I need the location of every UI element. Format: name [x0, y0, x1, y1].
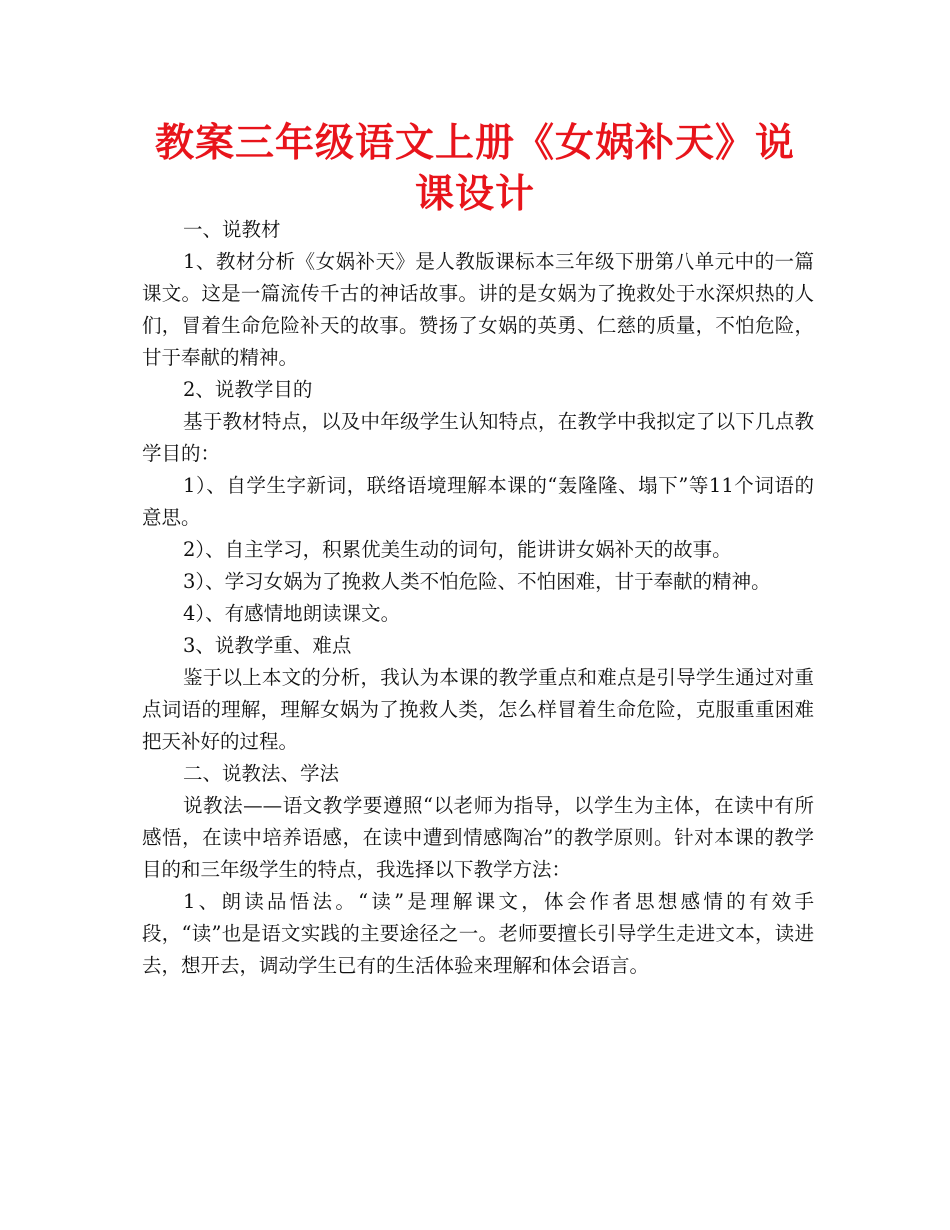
paragraph-reading-method: 1、朗读品悟法。“读”是理解课文，体会作者思想感情的有效手段，“读”也是语文实践的主要途径之一。老师要擅长引导学生走进文本，读进去，想开去，调动学生已有的生活体验来理解和体会语言。: [142, 890, 814, 977]
paragraph-goals-intro: 基于教材特点，以及中年级学生认知特点，在教学中我拟定了以下几点教学目的：: [142, 410, 814, 465]
paragraph-key-points: 鉴于以上本文的分析，我认为本课的教学重点和难点是引导学生通过对重点词语的理解，理解女娲为了挽救人类，怎么样冒着生命危险，克服重重困难把天补好的过程。: [142, 666, 814, 753]
goal-item-1: 1）、自学生字新词，联络语境理解本课的“轰隆隆、塌下”等11个词语的意思。: [142, 474, 814, 529]
paragraph-teaching-method: 说教法——语文教学要遵照“以老师为指导，以学生为主体，在读中有所感悟，在读中培养语感，在读中遭到情感陶冶”的教学原则。针对本课的教学目的和三年级学生的特点，我选择以下教学方法：: [142, 794, 814, 881]
section-heading-key-points: 3、说教学重、难点: [183, 634, 352, 657]
goal-item-2: 2）、自主学习，积累优美生动的词句，能讲讲女娲补天的故事。: [183, 538, 732, 561]
goal-item-3: 3）、学习女娲为了挽救人类不怕危险、不怕困难，甘于奉献的精神。: [183, 570, 771, 593]
section-heading-methods: 二、说教法、学法: [183, 762, 340, 785]
section-heading-teaching-goals: 2、说教学目的: [183, 378, 313, 401]
goal-item-4: 4）、有感情地朗读课文。: [183, 602, 401, 625]
paragraph-textbook-analysis: 1、教材分析《女娲补天》是人教版课标本三年级下册第八单元中的一篇课文。这是一篇流传千古的神话故事。讲的是女娲为了挽救处于水深炽热的人们，冒着生命危险补天的故事。赞扬了女娲的英勇、仁慈的质量，不怕危险，甘于奉献的精神。: [142, 250, 814, 369]
document-body: [142, 214, 814, 982]
section-heading-textbook: 一、说教材: [183, 218, 281, 241]
document-title: 教案三年级语文上册《女娲补天》说课设计: [154, 121, 795, 217]
